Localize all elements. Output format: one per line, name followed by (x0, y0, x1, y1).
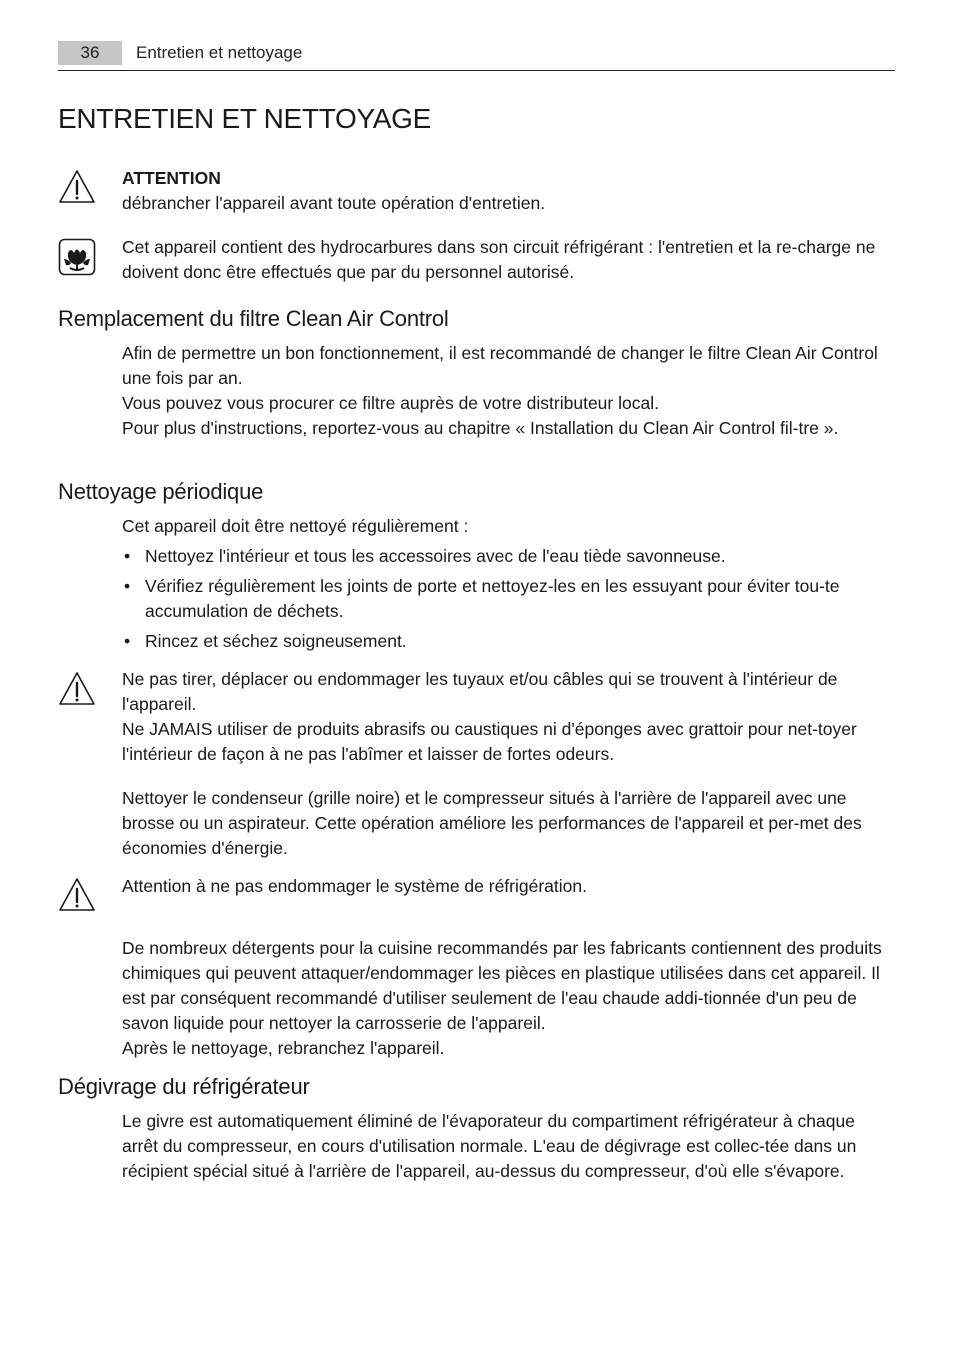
warning-triangle-icon (58, 670, 96, 708)
warning-text: Attention à ne pas endommager le système de réfrigération. (122, 876, 587, 896)
periodic-intro: Cet appareil doit être nettoyé régulièrement : (122, 516, 469, 536)
detergent-paragraph: Après le nettoyage, rebranchez l'appareil. (122, 1038, 445, 1058)
warning-block-1 (122, 667, 894, 767)
environment-note (122, 235, 894, 285)
page-header (58, 40, 895, 71)
warning-block-2 (122, 874, 894, 899)
page-title: ENTRETIEN ET NETTOYAGE (58, 103, 432, 134)
warning-text: Ne pas tirer, déplacer ou endommager les tuyaux et/ou câbles qui se trouvent à l'intérieur de l'appareil. (122, 669, 838, 714)
warning-triangle-icon (58, 168, 96, 206)
attention-heading: ATTENTION (122, 168, 221, 188)
environment-text: Cet appareil contient des hydrocarbures dans son circuit réfrigérant : l'entretien et la re-charge ne doivent donc être effectués que par du personnel autorisé. (122, 237, 876, 282)
defrost-text: Le givre est automatiquement éliminé de l'évaporateur du compartiment réfrigérateur à chaque arrêt du compresseur, en cours d'utilisation normale. L'eau de dégivrage est collec-tée dans un récipient spécial situé à l'arrière de l'appareil, au-dessus du compresseur, d'où elle s'évapore. (122, 1111, 857, 1181)
list-item: • Rincez et séchez soigneusement. (122, 629, 894, 654)
periodic-bullets (122, 544, 894, 659)
periodic-section-heading: Nettoyage périodique (58, 479, 264, 504)
attention-block (122, 166, 894, 216)
warning-text: Ne JAMAIS utiliser de produits abrasifs ou caustiques ni d'éponges avec grattoir pour net-toyer l'intérieur de façon à ne pas l'abîmer et laisser de fortes odeurs. (122, 719, 857, 764)
list-item: • Vérifiez régulièrement les joints de porte et nettoyez-les en les essuyant pour éviter tou-te accumulation de déchets. (122, 574, 894, 624)
detergent-block (122, 936, 894, 1061)
filter-paragraph: Afin de permettre un bon fonctionnement, il est recommandé de changer le filtre Clean Air Control une fois par an. (122, 343, 878, 388)
running-title: Entretien et nettoyage (136, 43, 303, 62)
attention-text: débrancher l'appareil avant toute opération d'entretien. (122, 193, 546, 213)
environment-flower-icon (58, 238, 96, 276)
defrost-section-heading: Dégivrage du réfrigérateur (58, 1074, 310, 1099)
condenser-block (122, 786, 894, 861)
list-item: • Nettoyez l'intérieur et tous les accessoires avec de l'eau tiède savonneuse. (122, 544, 894, 569)
filter-paragraph: Pour plus d'instructions, reportez-vous au chapitre « Installation du Clean Air Control fil-tre ». (122, 418, 839, 438)
page-number: 36 (58, 41, 122, 65)
defrost-section-body (122, 1109, 894, 1184)
periodic-section-intro (122, 514, 894, 539)
detergent-paragraph: De nombreux détergents pour la cuisine recommandés par les fabricants contiennent des produits chimiques qui peuvent attaquer/endommager les pièces en plastique utilisées dans cet appareil. Il est par conséquent recommandé d'utiliser seulement de l'eau chaude addi-tionnée d'un peu de savon liquide pour nettoyer la carrosserie de l'appareil. (122, 938, 882, 1033)
warning-triangle-icon (58, 876, 96, 914)
filter-section-body (122, 341, 894, 441)
filter-section-heading: Remplacement du filtre Clean Air Control (58, 306, 449, 331)
condenser-text: Nettoyer le condenseur (grille noire) et le compresseur situés à l'arrière de l'appareil avec une brosse ou un aspirateur. Cette opération améliore les performances de l'appareil et per-met des économies d'énergie. (122, 788, 862, 858)
filter-paragraph: Vous pouvez vous procurer ce filtre auprès de votre distributeur local. (122, 393, 659, 413)
